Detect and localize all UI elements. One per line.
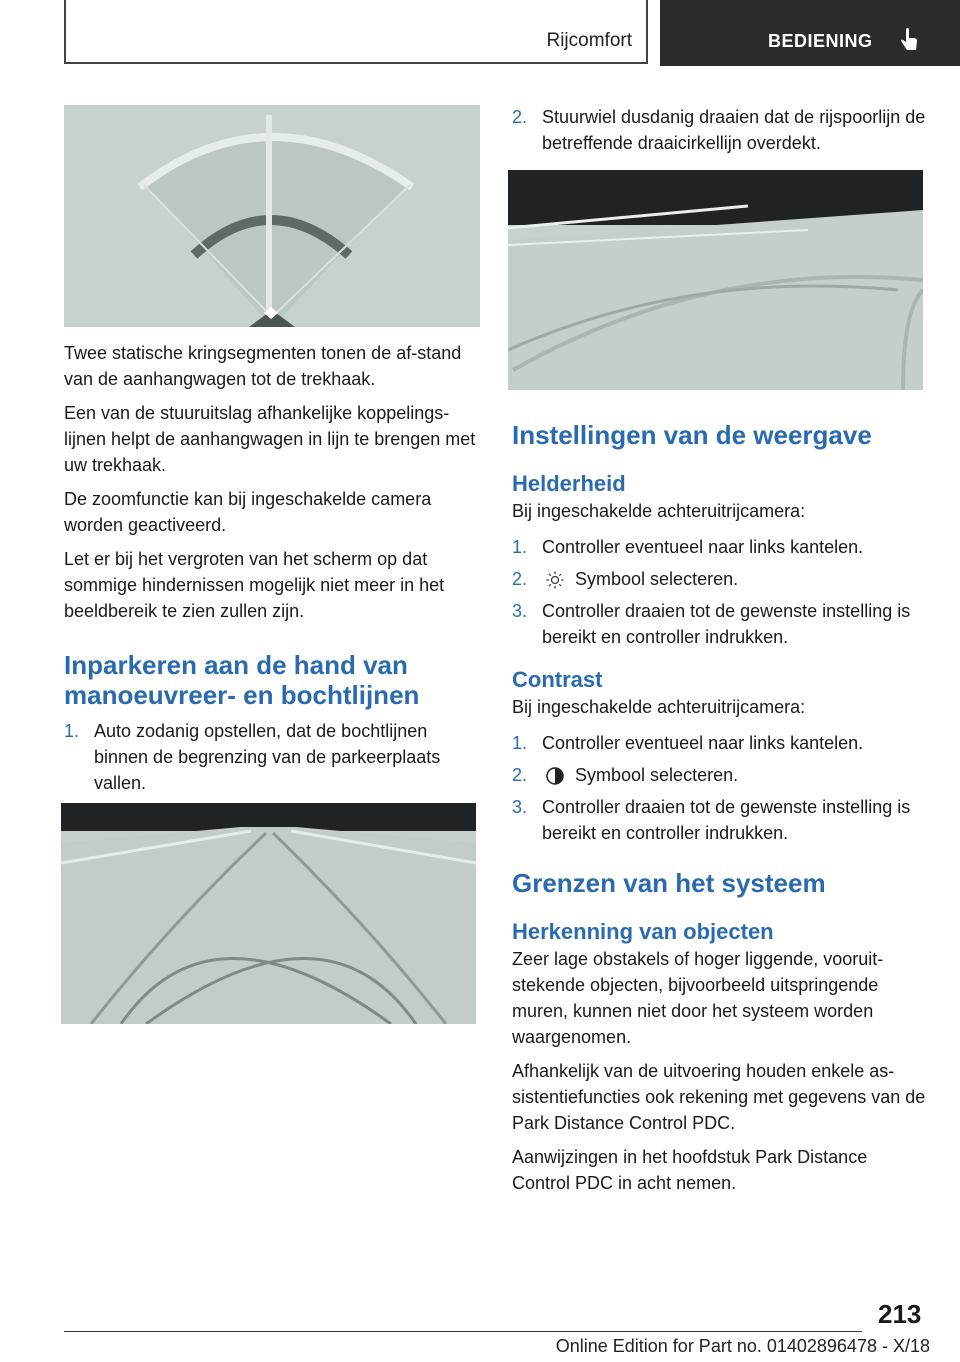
sun-icon: [546, 571, 564, 589]
trailer-hitch-graphic: [64, 105, 480, 327]
trailer-hitch-camera-image: [64, 105, 480, 327]
step-text: Symbool selecteren.: [575, 765, 739, 785]
header-section-tab: [660, 0, 960, 66]
step-item: [64, 718, 482, 796]
contrast-icon: [546, 767, 564, 785]
step-number: 1.: [512, 733, 528, 753]
page-number: 213: [878, 1299, 922, 1329]
step-text: Controller draaien tot de gewenste instelling is bereikt en controller indrukken.: [542, 601, 911, 647]
heading-brightness: Helderheid: [512, 471, 626, 496]
step-number: 2.: [512, 765, 528, 785]
edition-info: Online Edition for Part no. 01402896478 - X/18: [555, 1336, 930, 1356]
left-column: [64, 340, 482, 802]
manoeuvre-lines-graphic: [61, 803, 476, 1024]
section-title: BEDIENING: [768, 31, 873, 51]
turning-circle-image: [508, 170, 923, 390]
right-column: [512, 420, 928, 1204]
step-item: [512, 598, 928, 650]
step-number: 1.: [512, 537, 528, 557]
step-number: 3.: [512, 797, 528, 817]
paragraph: Een van de stuuruitslag afhankelijke koppelings-lijnen helpt de aanhangwagen in lijn te brengen met uw trekhaak.: [64, 403, 476, 475]
heading-system-limits: Grenzen van het systeem: [512, 868, 826, 898]
step-item: [512, 534, 928, 560]
step-text: Controller draaien tot de gewenste instelling is bereikt en controller indrukken.: [542, 797, 911, 843]
paragraph: Let er bij het vergroten van het scherm op dat sommige hindernissen mogelijk niet meer in het beeldbereik te zien zullen zijn.: [64, 549, 445, 621]
step-text: Stuurwiel dusdanig draaien dat de rijspoorlijn de betreffende draaicirkellijn overdekt.: [542, 107, 926, 153]
paragraph: Bij ingeschakelde achteruitrijcamera:: [512, 697, 806, 717]
page-header: [0, 0, 960, 66]
step-item: [512, 566, 928, 592]
paragraph: Zeer lage obstakels of hoger liggende, vooruit-stekende objecten, bijvoorbeeld uitspringende muren, kunnen niet door het systeem worden waargenomen.: [512, 949, 884, 1047]
heading-parking-lines: Inparkeren aan de hand van manoeuvreer- en bochtlijnen: [64, 650, 420, 710]
paragraph: Aanwijzingen in het hoofdstuk Park Distance Control PDC in acht nemen.: [512, 1147, 868, 1193]
heading-contrast: Contrast: [512, 667, 603, 692]
hand-pointer-icon: [898, 28, 920, 54]
step-item: [512, 104, 926, 156]
step-item: [512, 730, 928, 756]
step-number: 1.: [64, 721, 80, 741]
turning-circle-graphic: [508, 170, 923, 390]
paragraph: Afhankelijk van de uitvoering houden enkele as-sistentiefuncties ook rekening met gegevens van de Park Distance Control PDC.: [512, 1061, 926, 1133]
step-item: [512, 794, 928, 846]
step-item: [512, 762, 928, 788]
heading-display-settings: Instellingen van de weergave: [512, 420, 872, 450]
step-text: Auto zodanig opstellen, dat de bochtlijnen binnen de begrenzing van de parkeerplaats vallen.: [94, 721, 441, 793]
step-number: 3.: [512, 601, 528, 621]
heading-object-recognition: Herkenning van objecten: [512, 919, 774, 944]
step-text: Controller eventueel naar links kantelen.: [542, 733, 864, 753]
step-number: 2.: [512, 569, 528, 589]
paragraph: Bij ingeschakelde achteruitrijcamera:: [512, 501, 806, 521]
step-text: Controller eventueel naar links kantelen.: [542, 537, 864, 557]
step-text: Symbool selecteren.: [575, 569, 739, 589]
paragraph: De zoomfunctie kan bij ingeschakelde camera worden geactiveerd.: [64, 489, 432, 535]
manoeuvre-lines-image: [61, 803, 476, 1024]
step-number: 2.: [512, 107, 528, 127]
paragraph: Twee statische kringsegmenten tonen de af-stand van de aanhangwagen tot de trekhaak.: [64, 343, 462, 389]
chapter-title: Rijcomfort: [546, 30, 632, 51]
header-chapter-box: [64, 0, 648, 64]
footer-divider: [64, 1331, 862, 1332]
right-column-top: [512, 104, 926, 162]
